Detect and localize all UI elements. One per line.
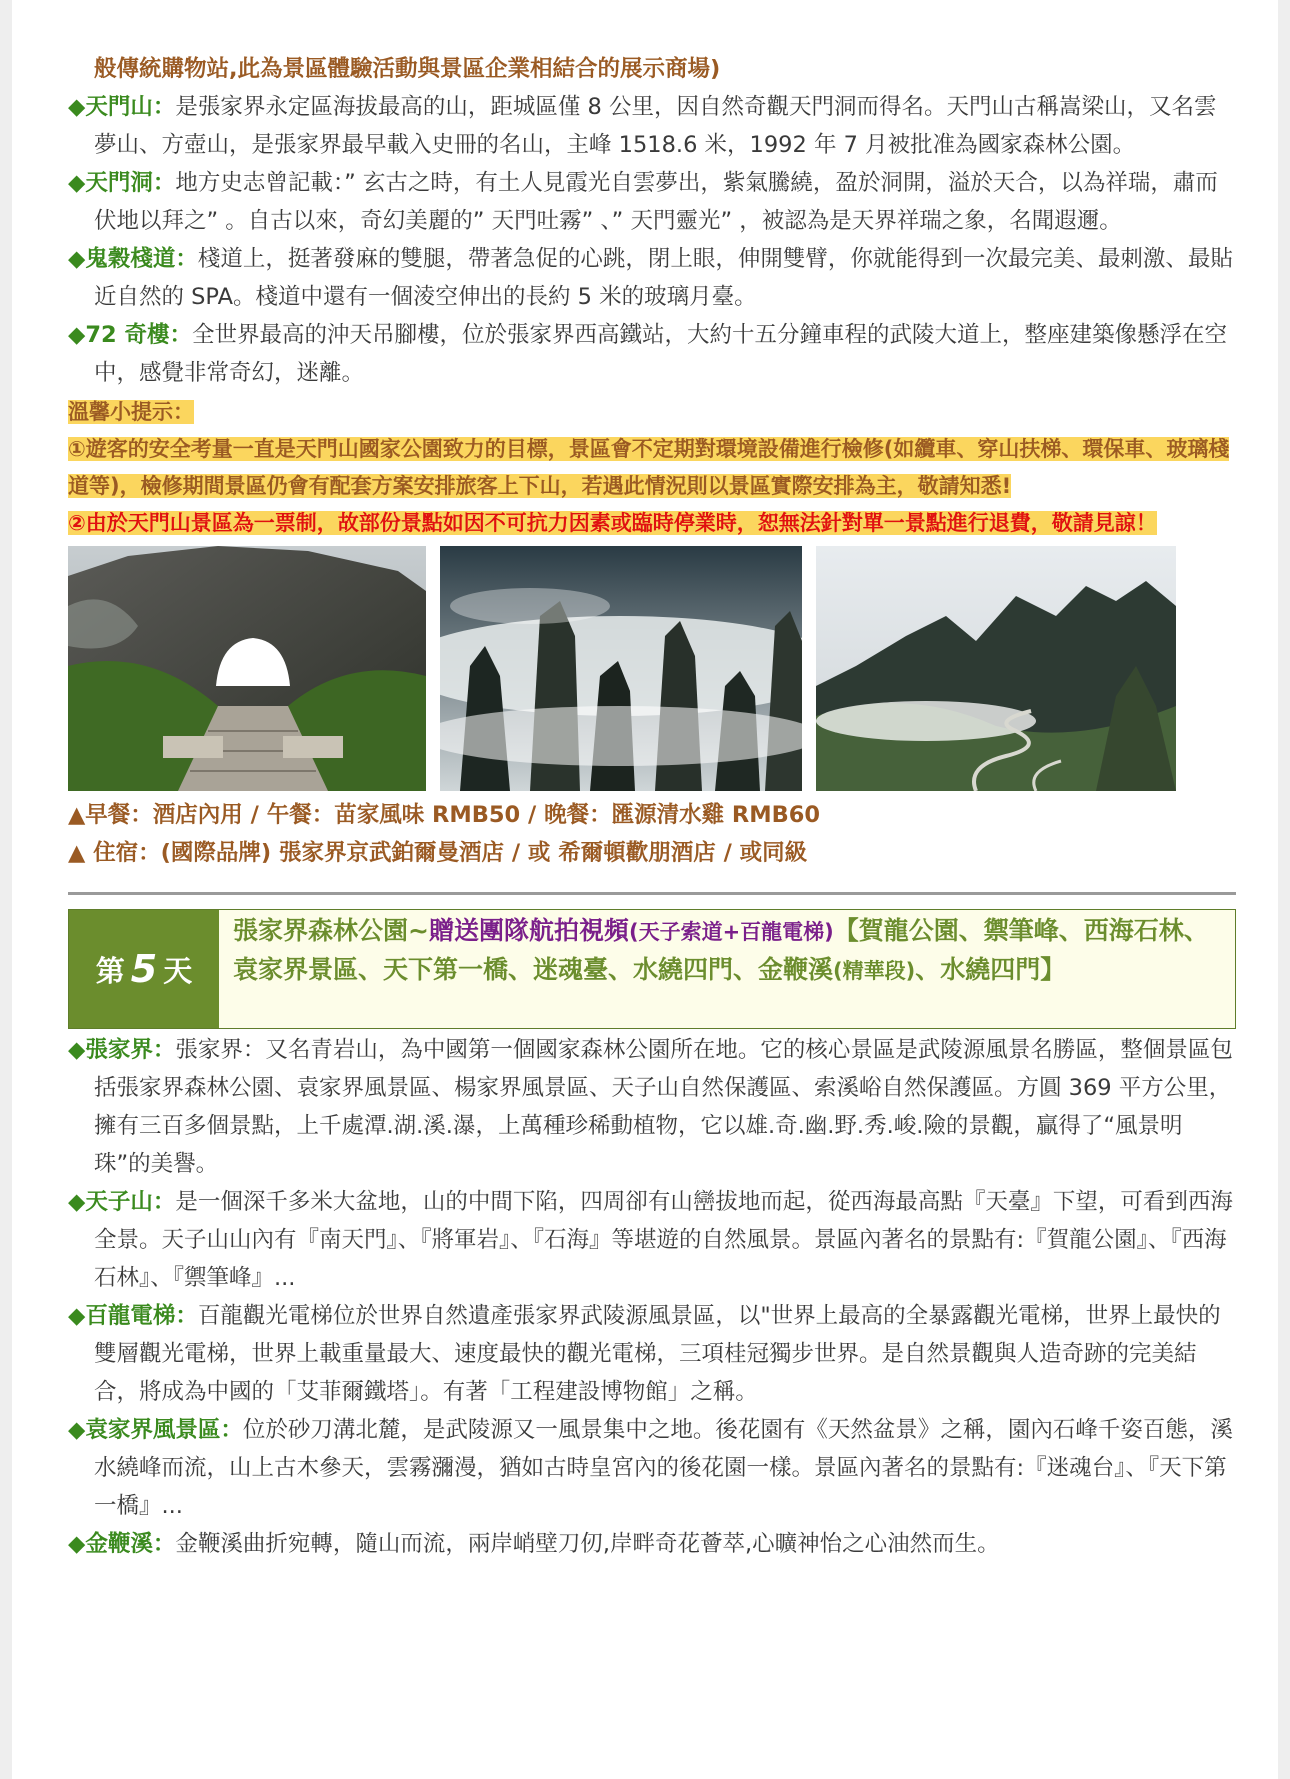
day-label [69, 910, 219, 1028]
spot-name: 袁家界風景區： [85, 1417, 243, 1443]
tianmen-cave-photo [68, 546, 426, 791]
tianmen-road-photo [816, 546, 1176, 791]
tips-title-text: 溫馨小提示： [68, 400, 194, 424]
tip-1 [68, 431, 1236, 505]
spot-paragraph [68, 1183, 1236, 1297]
spot-name: 天門洞： [85, 170, 176, 196]
hotel: ▲ 住宿：(國際品牌) 張家界京武鉑爾曼酒店 / 或 希爾頓歡朋酒店 / 或同級 [68, 840, 808, 866]
spot-name: 72 奇樓： [85, 322, 192, 348]
spot-paragraph [68, 1031, 1236, 1183]
spot-desc: 位於砂刀溝北麓，是武陵源又一風景集中之地。後花園有《天然盆景》之稱，園內石峰千姿百態，溪水繞峰而流，山上古木參天，雲霧瀰漫，猶如古時皇宮內的後花園一樣。景區內著名的景點有:『迷魂台』、『天下第一橋』... [94, 1417, 1233, 1519]
spot-desc: 張家界：又名青岩山，為中國第一個國家森林公園所在地。它的核心景區是武陵源風景名勝區，整個景區包括張家界森林公園、袁家界風景區、楊家界風景區、天子山自然保護區、索溪峪自然保護區。方圓 369 平方公里，擁有三百多個景點，上千處潭.湖.溪.瀑，上萬種珍稀動植物，它以雄.奇.幽.野.秀.峻.險的景觀，贏得了“風景明珠”的美譽。 [94, 1037, 1233, 1177]
day5-spots [68, 1031, 1236, 1563]
diamond-icon: ◆ [68, 1303, 86, 1329]
diamond-icon: ◆ [68, 94, 86, 120]
spot-desc: 百龍觀光電梯位於世界自然遺產張家界武陵源風景區，以"世界上最高的全暴露觀光電梯，世界上最快的雙層觀光電梯，世界上載重量最大、速度最快的觀光電梯，三項桂冠獨步世界。是自然景觀與人造奇跡的完美結合，將成為中國的「艾菲爾鐵塔」。有著「工程建設博物館」之稱。 [94, 1303, 1221, 1405]
spot-desc: 是一個深千多米大盆地，山的中間下陷，四周卻有山巒拔地而起，從西海最高點『天臺』下望，可看到西海全景。天子山山內有『南天門』、『將軍岩』、『石海』等堪遊的自然風景。景區內著名的景點有:『賀龍公園』、『西海石林』、『禦筆峰』... [94, 1189, 1233, 1291]
spot-paragraph [68, 240, 1236, 316]
spot-desc: 全世界最高的沖天吊腳樓，位於張家界西高鐵站，大約十五分鐘車程的武陵大道上，整座建築像懸浮在空中，感覺非常奇幻，迷離。 [94, 322, 1227, 386]
day5-header [68, 909, 1236, 1029]
spot-name: 天子山： [85, 1189, 176, 1215]
day-label-pre: 第 [95, 953, 125, 988]
document-page [12, 0, 1278, 1779]
spot-paragraph [68, 88, 1236, 164]
spot-paragraph [68, 1411, 1236, 1525]
spot-paragraph [68, 316, 1236, 392]
title-d: 【賀龍公園、禦筆峰、西海石林、袁家界景區、天下第一橋、迷魂臺、水繞四門、金鞭溪 [233, 916, 1209, 984]
diamond-icon: ◆ [68, 322, 86, 348]
day4-spots [68, 88, 1236, 392]
diamond-icon: ◆ [68, 246, 86, 272]
diamond-icon: ◆ [68, 1417, 86, 1443]
day-title [233, 912, 1225, 990]
tips-title [68, 394, 1236, 431]
tip-1-text: ①遊客的安全考量一直是天門山國家公園致力的目標，景區會不定期對環境設備進行檢修(如纜車、穿山扶梯、環保車、玻璃棧道等)，檢修期間景區仍會有配套方案安排旅客上下山，若遇此情況則以景區實際安排為主，敬請知悉! [68, 437, 1230, 498]
spot-desc: 金鞭溪曲折宛轉，隨山而流，兩岸峭壁刀仞,岸畔奇花薈萃,心曠神怡之心油然而生。 [175, 1531, 1000, 1557]
spot-paragraph [68, 1297, 1236, 1411]
misty-peaks-image [440, 546, 802, 791]
content [68, 50, 1236, 1563]
diamond-icon: ◆ [68, 1037, 86, 1063]
spot-desc: 地方史志曾記載：” 玄古之時，有土人見霞光自雲夢出，紫氣騰繞，盈於洞開，溢於天合，以為祥瑞，肅而伏地以拜之” 。自古以來，奇幻美麗的” 天門吐霧” 、” 天門靈光” ，被認為是天界祥瑞之象，名聞遐邇。 [94, 170, 1218, 234]
spot-desc: 是張家界永定區海拔最高的山，距城區僅 8 公里，因自然奇觀天門洞而得名。天門山古稱嵩梁山，又名雲夢山、方壺山，是張家界最早載入史冊的名山，主峰 1518.6 米，1992 年 7 月被批准為國家森林公園。 [94, 94, 1217, 158]
diamond-icon: ◆ [68, 170, 86, 196]
title-c: (天子索道+百龍電梯) [628, 920, 834, 944]
spot-name: 百龍電梯： [85, 1303, 198, 1329]
spot-name: 鬼穀棧道： [85, 246, 198, 272]
tip-2 [68, 505, 1236, 542]
photo-row [68, 546, 1236, 796]
day-number: 5 [130, 947, 158, 991]
spot-desc: 棧道上，挺著發麻的雙腿，帶著急促的心跳，閉上眼，伸開雙臂，你就能得到一次最完美、最刺激、最貼近自然的 SPA。棧道中還有一個淩空伸出的長約 5 米的玻璃月臺。 [94, 246, 1233, 310]
divider [68, 892, 1236, 895]
tip-2-text: ②由於天門山景區為一票制，故部份景點如因不可抗力因素或臨時停業時，恕無法針對單一景點進行退費，敬請見諒！ [68, 511, 1157, 535]
meals: ▲早餐：酒店內用 / 午餐：苗家風味 RMB50 / 晚餐：匯源清水雞 RMB60 [68, 802, 821, 828]
title-a: 張家界森林公園~ [233, 916, 429, 945]
title-f: 、水繞四門】 [915, 955, 1066, 984]
misty-peaks-photo [440, 546, 802, 791]
intro-tail: 般傳統購物站,此為景區體驗活動與景區企業相結合的展示商場) [94, 56, 721, 82]
title-e: (精華段) [833, 959, 916, 983]
diamond-icon: ◆ [68, 1531, 86, 1557]
day-label-post: 天 [163, 953, 193, 988]
spot-paragraph [68, 164, 1236, 240]
title-b: 贈送團隊航拍視頻 [428, 916, 629, 945]
spot-name: 金鞭溪： [85, 1531, 176, 1557]
spot-name: 張家界： [85, 1037, 176, 1063]
spot-name: 天門山： [85, 94, 176, 120]
tianmen-road-image [816, 546, 1176, 791]
tianmen-cave-image [68, 546, 426, 791]
diamond-icon: ◆ [68, 1189, 86, 1215]
tips [68, 394, 1236, 542]
spot-paragraph [68, 1525, 1236, 1563]
